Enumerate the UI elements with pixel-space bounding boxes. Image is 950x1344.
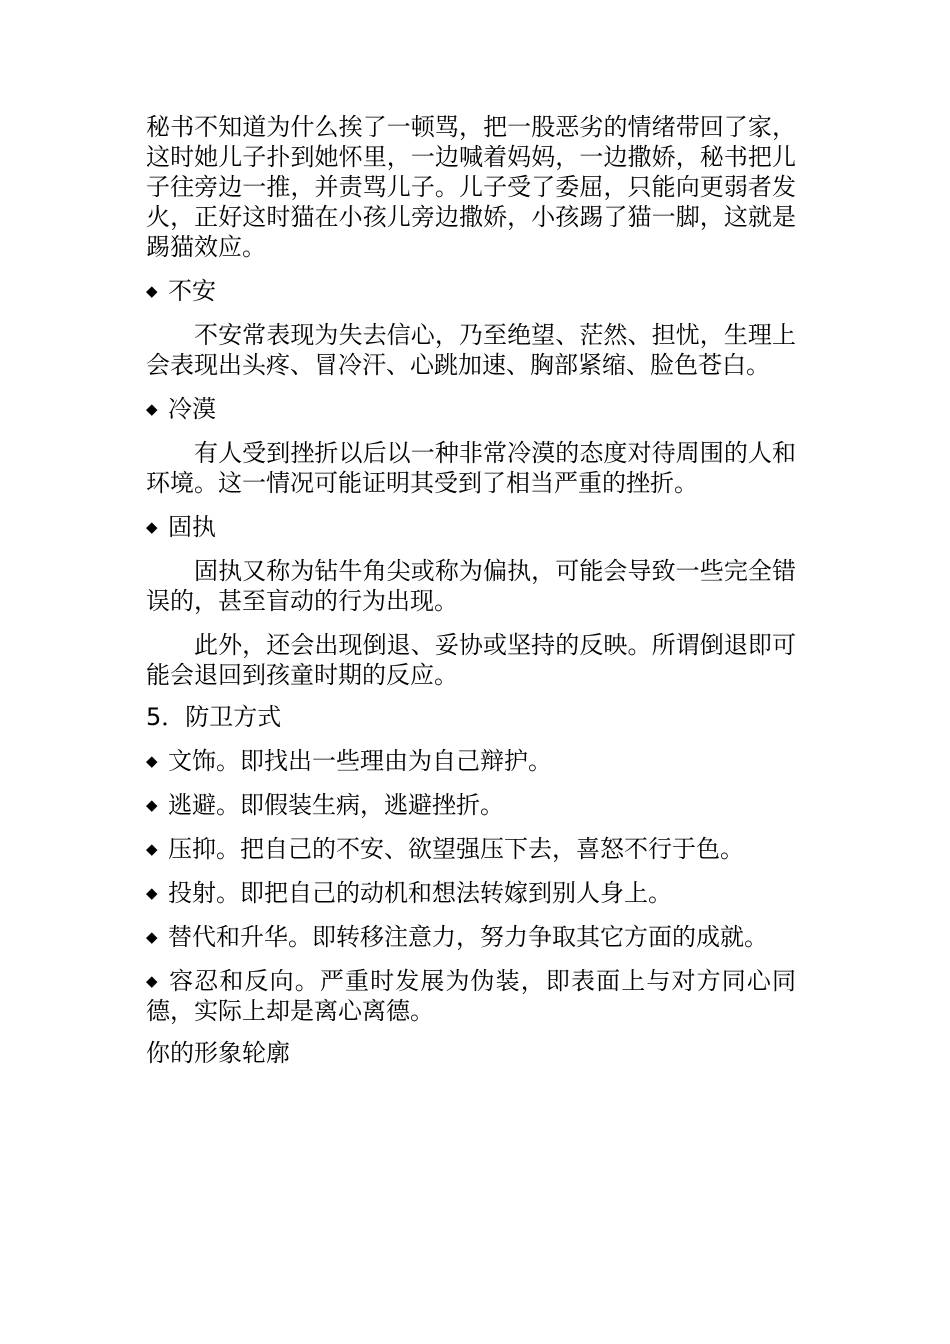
anxiety-paragraph: 不安常表现为失去信心，乃至绝望、茫然、担忧，生理上会表现出头疼、冒冷汗、心跳加速、胸部紧缩、脸色苍白。 [146, 321, 796, 379]
stubborn-paragraph: 固执又称为钻牛角尖或称为偏执，可能会导致一些完全错误的，甚至盲动的行为出现。 [146, 557, 796, 615]
defense-item: ◆ 逃避。即假装生病，逃避挫折。 [146, 791, 504, 819]
defense-item: ◆ 文饰。即找出一些理由为自己辩护。 [146, 747, 552, 775]
defense-item: ◆ 容忍和反向。严重时发展为伪装，即表面上与对方同心同德，实际上却是离心离德。 [146, 967, 796, 1025]
section-5-heading: 5．防卫方式 [146, 703, 282, 731]
defense-item: ◆ 替代和升华。即转移注意力，努力争取其它方面的成就。 [146, 923, 768, 951]
defense-item: ◆ 压抑。把自己的不安、欲望强压下去，喜怒不行于色。 [146, 835, 744, 863]
diamond-bullet-icon: ◆ [146, 972, 158, 990]
stubborn-heading: ◆ 固执 [146, 513, 216, 541]
kick-cat-paragraph: 秘书不知道为什么挨了一顿骂，把一股恶劣的情绪带回了家，这时她儿子扑到她怀里，一边喊着妈妈，一边撒娇，秘书把儿子往旁边一推，并责骂儿子。儿子受了委屈，只能向更弱者发火，正好这时猫在小孩儿旁边撒娇，小孩踢了猫一脚，这就是踢猫效应。 [146, 113, 796, 261]
apathy-heading: ◆ 冷漠 [146, 395, 216, 423]
diamond-bullet-icon: ◆ [146, 884, 158, 902]
defense-item: ◆ 投射。即把自己的动机和想法转嫁到别人身上。 [146, 879, 672, 907]
diamond-bullet-icon: ◆ [146, 518, 158, 536]
diamond-bullet-icon: ◆ [146, 840, 158, 858]
closing-title: 你的形象轮廓 [146, 1039, 290, 1067]
document-page [146, 112, 796, 1068]
diamond-bullet-icon: ◆ [146, 928, 158, 946]
apathy-paragraph: 有人受到挫折以后以一种非常冷漠的态度对待周围的人和环境。这一情况可能证明其受到了相当严重的挫折。 [146, 439, 796, 497]
regression-paragraph: 此外，还会出现倒退、妥协或坚持的反映。所谓倒退即可能会退回到孩童时期的反应。 [146, 631, 796, 689]
diamond-bullet-icon: ◆ [146, 752, 158, 770]
anxiety-heading: ◆ 不安 [146, 277, 216, 305]
diamond-bullet-icon: ◆ [146, 400, 158, 418]
diamond-bullet-icon: ◆ [146, 796, 158, 814]
diamond-bullet-icon: ◆ [146, 282, 158, 300]
